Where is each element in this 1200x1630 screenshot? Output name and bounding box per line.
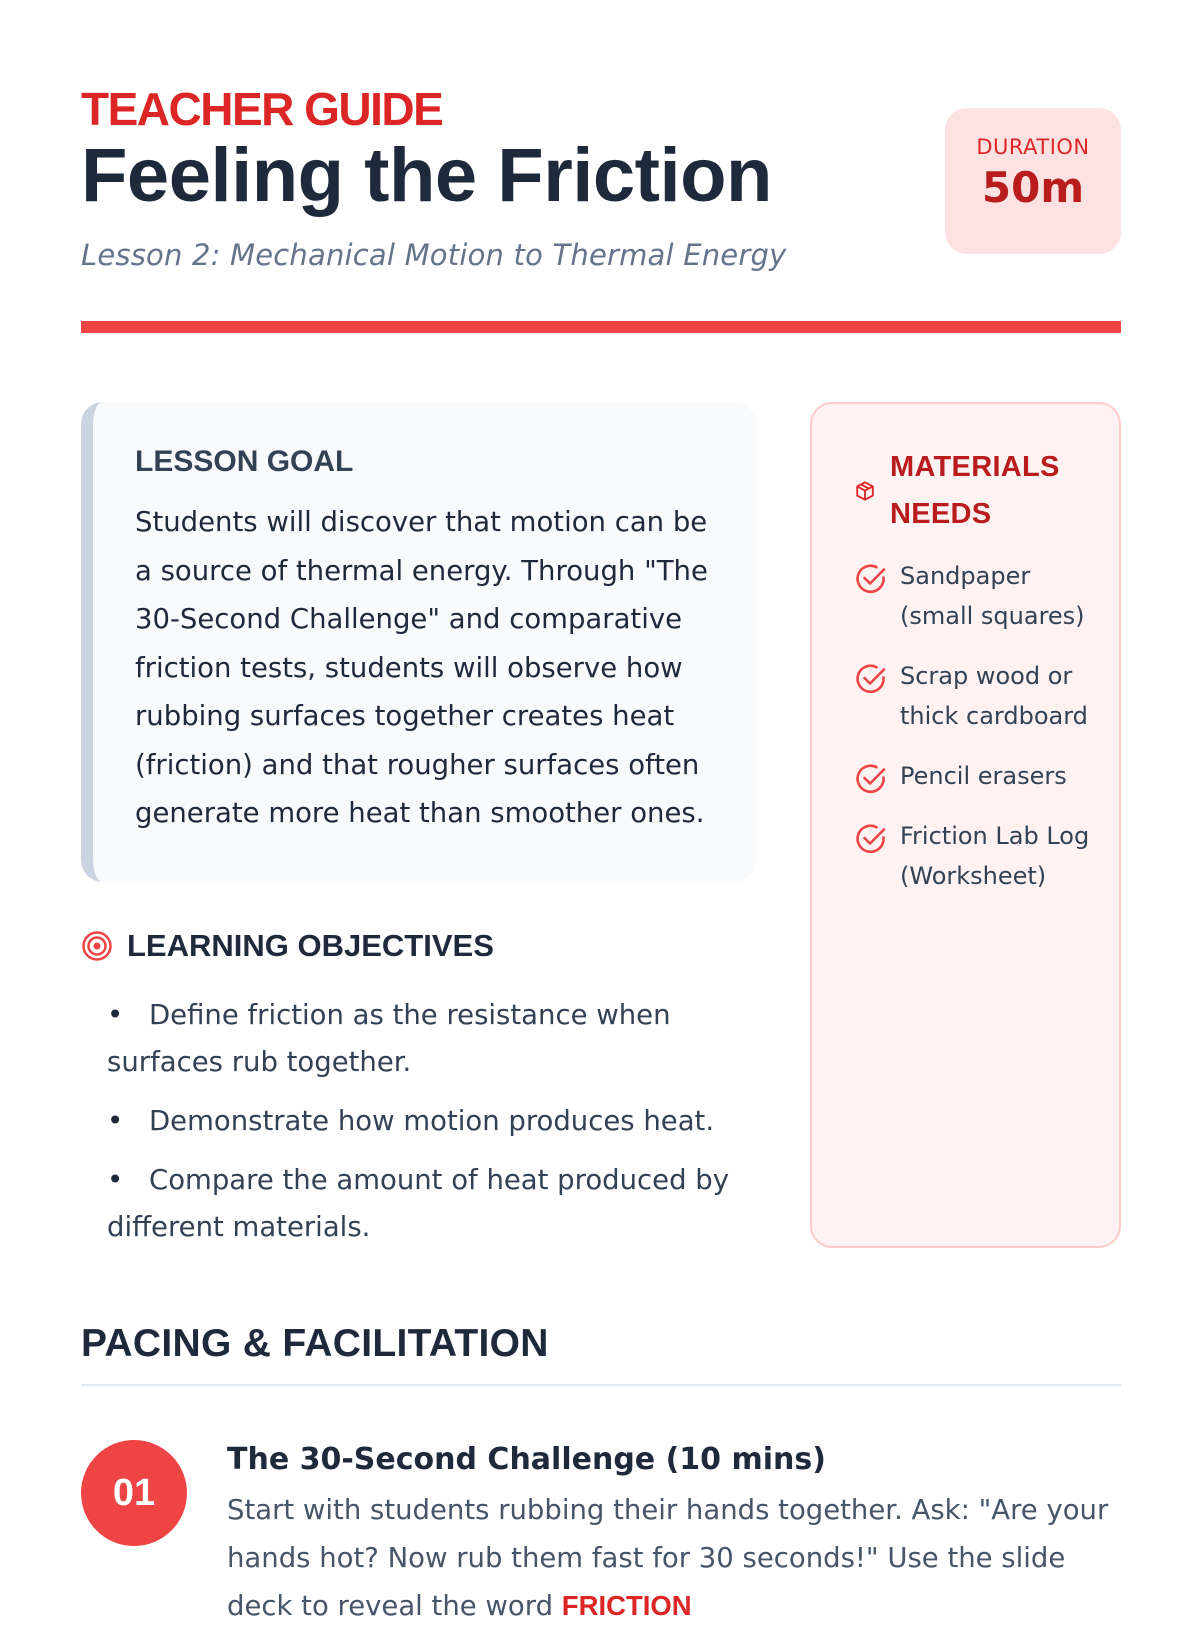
- check-circle-icon: [854, 562, 888, 596]
- material-label: Scrap wood or thick cardboard: [900, 662, 1088, 730]
- objectives-heading-row: [81, 926, 761, 966]
- target-icon: [81, 930, 113, 962]
- check-circle-icon: [854, 822, 888, 856]
- materials-heading: MATERIALS NEEDS: [890, 451, 1060, 530]
- eyebrow-label: TEACHER GUIDE: [81, 83, 443, 135]
- objectives-list: [81, 992, 761, 1251]
- step-number-badge: 01: [81, 1440, 187, 1546]
- objectives-heading: LEARNING OBJECTIVES: [127, 928, 494, 963]
- check-circle-icon: [854, 762, 888, 796]
- pacing-heading: PACING & FACILITATION: [81, 1322, 549, 1365]
- page-title: Feeling the Friction: [81, 133, 772, 218]
- material-item: [854, 816, 1099, 896]
- materials-list: [854, 556, 1099, 896]
- box-icon: [854, 480, 876, 502]
- materials-heading-row: [854, 444, 1099, 538]
- header-divider: [81, 321, 1121, 333]
- check-circle-icon: [854, 662, 888, 696]
- objective-item: • Compare the amount of heat produced by different materials.: [81, 1157, 761, 1251]
- step-text: [227, 1486, 1127, 1630]
- lesson-goal-heading: LESSON GOAL: [135, 445, 354, 478]
- duration-badge: [945, 108, 1121, 254]
- duration-value: 50m: [981, 163, 1085, 212]
- lesson-goal-card: [81, 402, 756, 882]
- step-description: Start with students rubbing their hands together. Ask: "Are your hands hot? Now rub them fast for 30 seconds!" Use the slide deck to reveal the word: [227, 1494, 1109, 1622]
- objective-item: • Demonstrate how motion produces heat.: [81, 1098, 761, 1145]
- step-body: [227, 1440, 1127, 1630]
- step-keyword: FRICTION: [561, 1590, 692, 1621]
- duration-label: DURATION: [976, 135, 1090, 159]
- material-item: [854, 756, 1099, 796]
- lesson-goal-text: Students will discover that motion can be a source of thermal energy. Through "The 30-Second Challenge" and comparative friction tests, students will observe how rubbing surfaces together creates heat (friction) and that rougher surfaces often generate more heat than smoother ones.: [135, 506, 708, 829]
- objective-item: • Define friction as the resistance when surfaces rub together.: [81, 992, 761, 1086]
- material-label: Sandpaper (small squares): [900, 562, 1085, 630]
- pacing-divider: [81, 1384, 1121, 1386]
- materials-card: [810, 402, 1121, 1248]
- step-title: The 30-Second Challenge (10 mins): [227, 1442, 826, 1477]
- material-item: [854, 556, 1099, 636]
- material-label: Friction Lab Log (Worksheet): [900, 822, 1090, 890]
- material-label: Pencil erasers: [900, 762, 1067, 790]
- learning-objectives: [81, 926, 761, 1263]
- lesson-subtitle: Lesson 2: Mechanical Motion to Thermal Energy: [81, 238, 787, 272]
- material-item: [854, 656, 1099, 736]
